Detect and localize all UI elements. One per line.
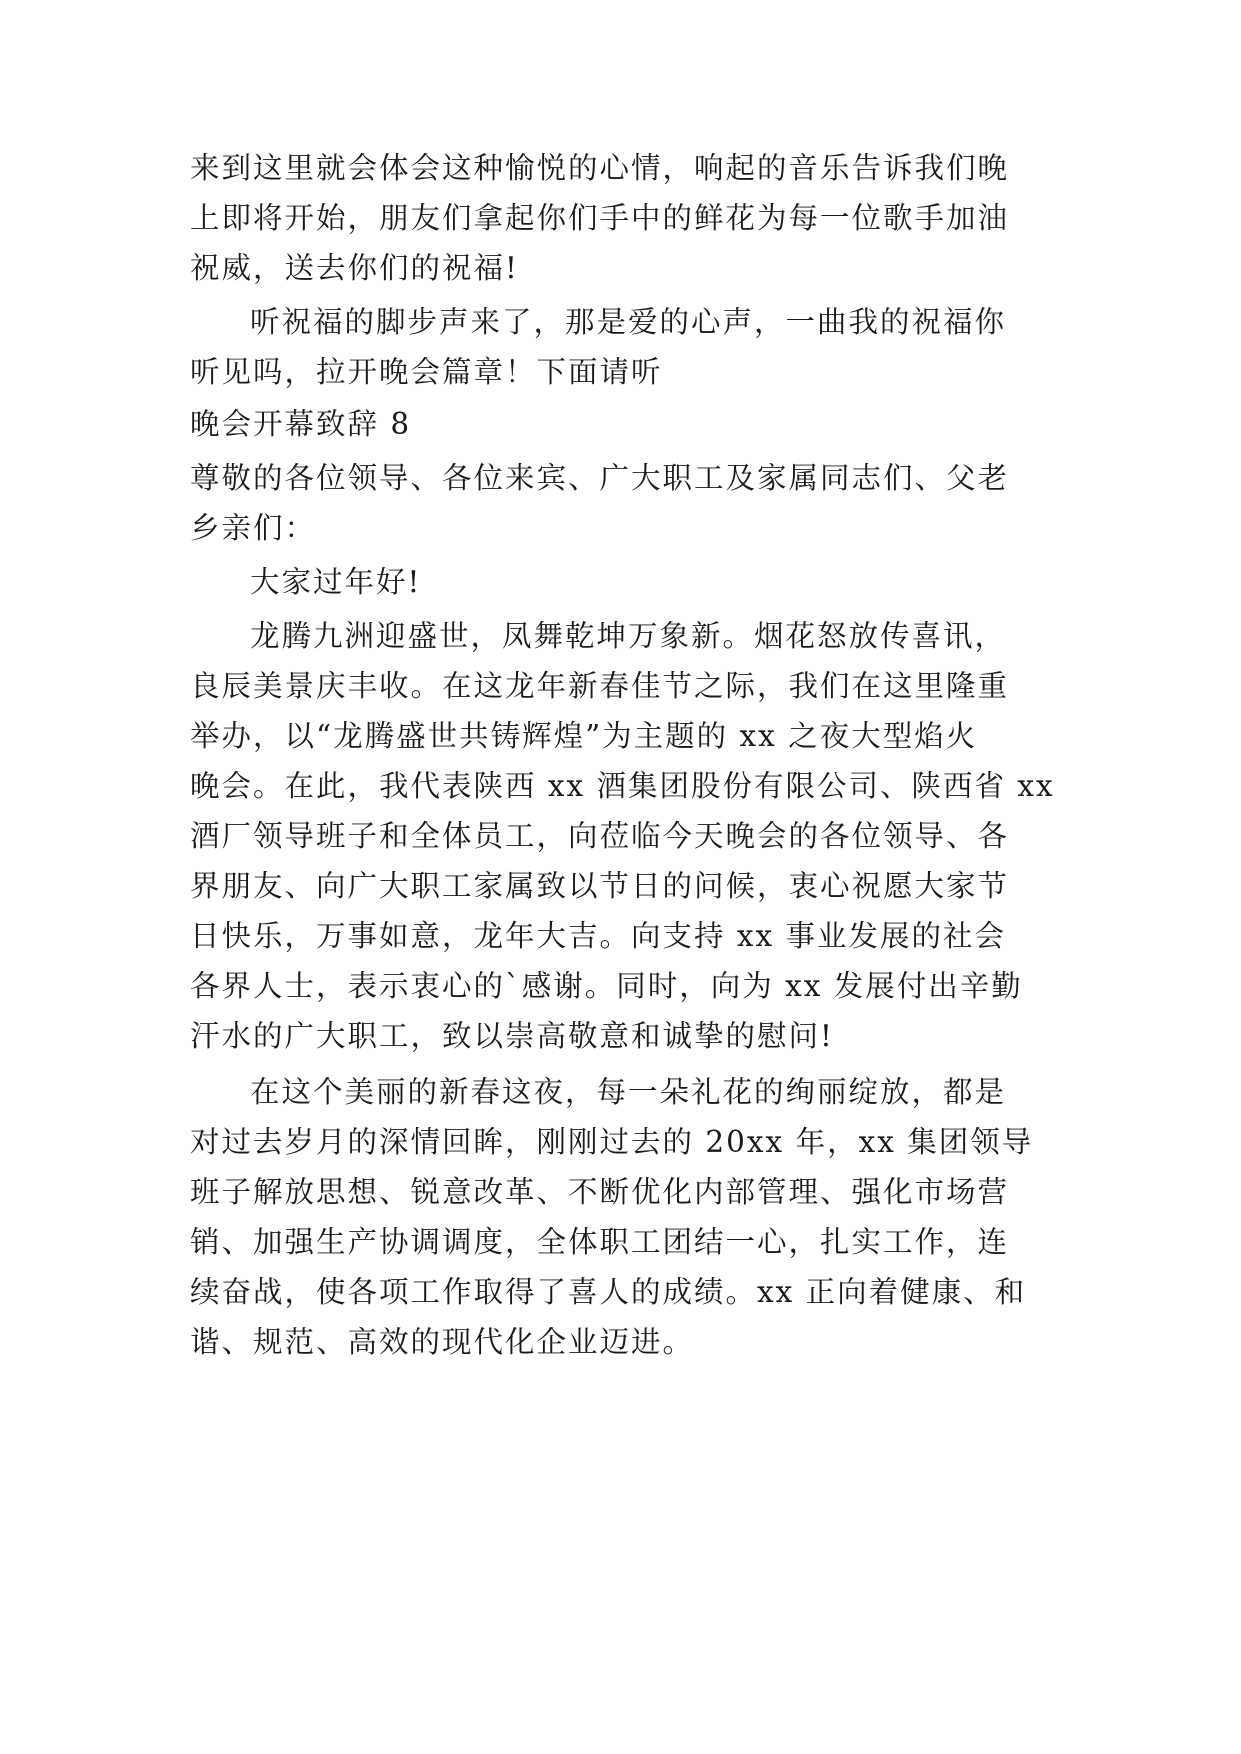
paragraph-line: 听祝福的脚步声来了，那是爱的心声，一曲我的祝福你 xyxy=(250,305,1007,339)
paragraph-line: 续奋战，使各项工作取得了喜人的成绩。xx 正向着健康、和 xyxy=(190,1275,1027,1309)
paragraph-line: 汗水的广大职工，致以崇高敬意和诚挚的慰问! xyxy=(190,1019,834,1053)
paragraph-line: 晚会。在此，我代表陕西 xx 酒集团股份有限公司、陕西省 xx xyxy=(190,769,1055,803)
paragraph-line: 在这个美丽的新春这夜，每一朵礼花的绚丽绽放，都是 xyxy=(250,1075,1007,1109)
paragraph-line: 听见吗，拉开晚会篇章！下面请听 xyxy=(190,355,663,389)
section-title: 晚会开幕致辞 8 xyxy=(190,407,412,441)
salutation-line: 乡亲们： xyxy=(190,511,317,545)
paragraph-line: 界朋友、向广大职工家属致以节日的问候，衷心祝愿大家节 xyxy=(190,869,1010,903)
paragraph-line: 谐、规范、高效的现代化企业迈进。 xyxy=(190,1325,695,1359)
paragraph-line: 上即将开始，朋友们拿起你们手中的鲜花为每一位歌手加油 xyxy=(190,201,1010,235)
paragraph-line: 销、加强生产协调调度，全体职工团结一心，扎实工作，连 xyxy=(190,1225,1010,1259)
greeting-line: 大家过年好! xyxy=(250,565,422,599)
paragraph-line: 良辰美景庆丰收。在这龙年新春佳节之际，我们在这里隆重 xyxy=(190,669,1010,703)
paragraph-line: 各界人士，表示衷心的`感谢。同时，向为 xx 发展付出辛勤 xyxy=(190,969,1023,1003)
paragraph-line: 举办，以“龙腾盛世共铸辉煌”为主题的 xx 之夜大型焰火 xyxy=(190,719,978,753)
paragraph-line: 班子解放思想、锐意改革、不断优化内部管理、强化市场营 xyxy=(190,1175,1010,1209)
paragraph-line: 龙腾九洲迎盛世，凤舞乾坤万象新。烟花怒放传喜讯， xyxy=(250,619,1007,653)
paragraph-line: 对过去岁月的深情回眸，刚刚过去的 20xx 年，xx 集团领导 xyxy=(190,1125,1034,1159)
paragraph-line: 日快乐，万事如意，龙年大吉。向支持 xx 事业发展的社会 xyxy=(190,919,1007,953)
paragraph-line: 祝威，送去你们的祝福! xyxy=(190,251,519,285)
salutation-line: 尊敬的各位领导、各位来宾、广大职工及家属同志们、父老 xyxy=(190,461,1010,495)
paragraph-line: 来到这里就会体会这种愉悦的心情，响起的音乐告诉我们晚 xyxy=(190,151,1010,185)
paragraph-line: 酒厂领导班子和全体员工，向莅临今天晚会的各位领导、各 xyxy=(190,819,1010,853)
